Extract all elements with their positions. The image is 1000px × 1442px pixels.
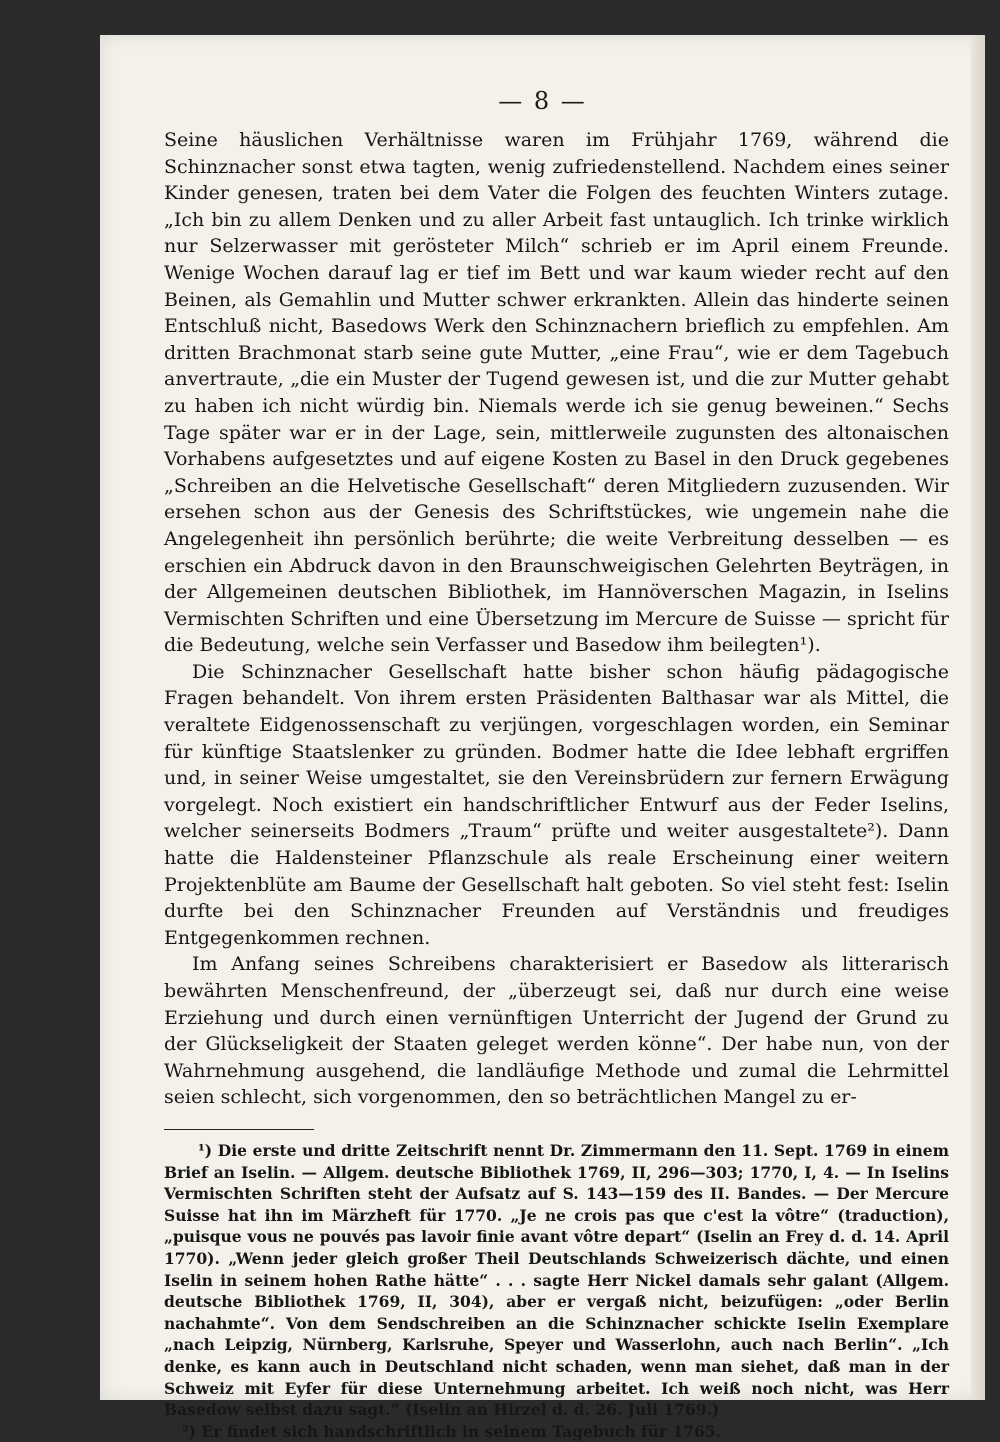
page-number: — 8 — — [498, 87, 587, 115]
paragraph: Seine häuslichen Verhältnisse waren im Frühjahr 1769, während die Schinznacher sonst etwa tagten, wenig zufriedenstellend. Nachdem eines seiner Kinder genesen, traten bei dem Vater die Folgen des feuchten Winters zutage. „Ich bin zu allem Denken und zu aller Arbeit fast untauglich. Ich trinke wirklich nur Selzerwasser mit gerösteter Milch“ schrieb er im April einem Freunde. Wenige Wochen darauf lag er tief im Bett und war kaum wieder recht auf den Beinen, als Gemahlin und Mutter schwer erkrankten. Allein das hinderte seinen Entschluß nicht, Basedows Werk den Schinznachern brieflich zu empfehlen. Am dritten Brachmonat starb seine gute Mutter, „eine Frau“, wie er dem Tagebuch anvertraute, „die ein Muster der Tugend gewesen ist, und die zur Mutter gehabt zu haben ich nicht würdig bin. Niemals werde ich sie genug beweinen.“ Sechs Tage später war er in der Lage, sein, mittlerweile zugunsten des altonaischen Vorhabens aufgesetztes und auf eigene Kosten zu Basel in den Druck gegebenes „Schreiben an die Helvetische Gesellschaft“ deren Mitgliedern zuzusenden. Wir ersehen schon aus der Genesis des Schriftstückes, wie ungemein nahe die Angelegenheit ihn persönlich berührte; die weite Verbreitung desselben — es erschien ein Abdruck davon in den Braunschweigischen Gelehrten Beyträgen, in der Allgemeinen deutschen Bibliothek, im Hannöverschen Magazin, in Iselins Vermischten Schriften und eine Übersetzung im Mercure de Suisse — spricht für die Bedeutung, welche sein Verfasser und Basedow ihm beilegten¹). — [164, 129, 949, 657]
paragraph: Im Anfang seines Schreibens charakterisiert er Basedow als litterarisch bewährten Menschenfreund, der „überzeugt sei, daß nur durch eine weise Erziehung und durch einen vernünftigen Unterricht der Jugend der Grund zu der Glückseligkeit der Staaten geleget werden könne“. Der habe nun, von der Wahrnehmung ausgehend, die landläufige Methode und zumal die Lehrmittel seien schlecht, sich vorgenommen, den so beträchtlichen Mangel zu er- — [164, 953, 949, 1109]
footnotes — [164, 1140, 949, 1442]
page-edge-shadow — [971, 35, 985, 1400]
footnote: ¹) Die erste und dritte Zeitschrift nennt Dr. Zimmermann den 11. Sept. 1769 in einem Brief an Iselin. — Allgem. deutsche Bibliothek 1769, II, 296—303; 1770, I, 4. — In Iselins Vermischten Schriften steht der Aufsatz auf S. 143—159 des II. Bandes. — Der Mercure Suisse hat ihn im Märzheft für 1770. „Je ne crois pas que c'est la vôtre“ (traduction), „puisque vous ne pouvés pas lavoir finie avant vôtre depart“ (Iselin an Frey d. d. 14. April 1770). „Wenn jeder gleich großer Theil Deutschlands Schweizerisch dächte, und einen Iselin in seinem hohen Rathe hätte“ . . . sagte Herr Nickel damals sehr galant (Allgem. deutsche Bibliothek 1769, II, 304), aber er vergaß nicht, beizufügen: „oder Berlin nachahmte“. Von dem Sendschreiben an die Schinznacher schickte Iselin Exemplare „nach Leipzig, Nürnberg, Karlsruhe, Speyer und Wasserlohn, auch nach Berlin“. „Ich denke, es kann auch in Deutschland nicht schaden, wenn man siehet, daß man in der Schweiz mit Eyfer für diese Unternehmung arbeitet. Ich weiß noch nicht, was Herr Basedow selbst dazu sagt.“ (Iselin an Hirzel d. d. 26. Juli 1769.) — [164, 1140, 949, 1420]
footnote-divider — [164, 1129, 314, 1130]
text-block — [164, 127, 949, 1442]
body-text — [164, 127, 949, 1111]
paragraph: Die Schinznacher Gesellschaft hatte bisher schon häufig pädagogische Fragen behandelt. Von ihrem ersten Präsidenten Balthasar war als Mittel, die veraltete Eidgenossenschaft zu verjüngen, vorgeschlagen worden, ein Seminar für künftige Staatslenker zu gründen. Bodmer hatte die Idee lebhaft ergriffen und, in seiner Weise umgestaltet, sie den Vereinsbrüdern zur fernern Erwägung vorgelegt. Noch existiert ein handschriftlicher Entwurf aus der Feder Iselins, welcher seinerseits Bodmers „Traum“ prüfte und weiter ausgestaltete²). Dann hatte die Haldensteiner Pflanzschule als reale Erscheinung einer weitern Projektenblüte am Baume der Gesellschaft halt geboten. So viel steht fest: Iselin durfte bei den Schinznacher Freunden auf Verständnis und freudiges Entgegenkommen rechnen. — [164, 660, 949, 949]
footnote: ²) Er findet sich handschriftlich in seinem Tagebuch für 1765. — [182, 1421, 722, 1441]
book-page — [100, 35, 985, 1441]
